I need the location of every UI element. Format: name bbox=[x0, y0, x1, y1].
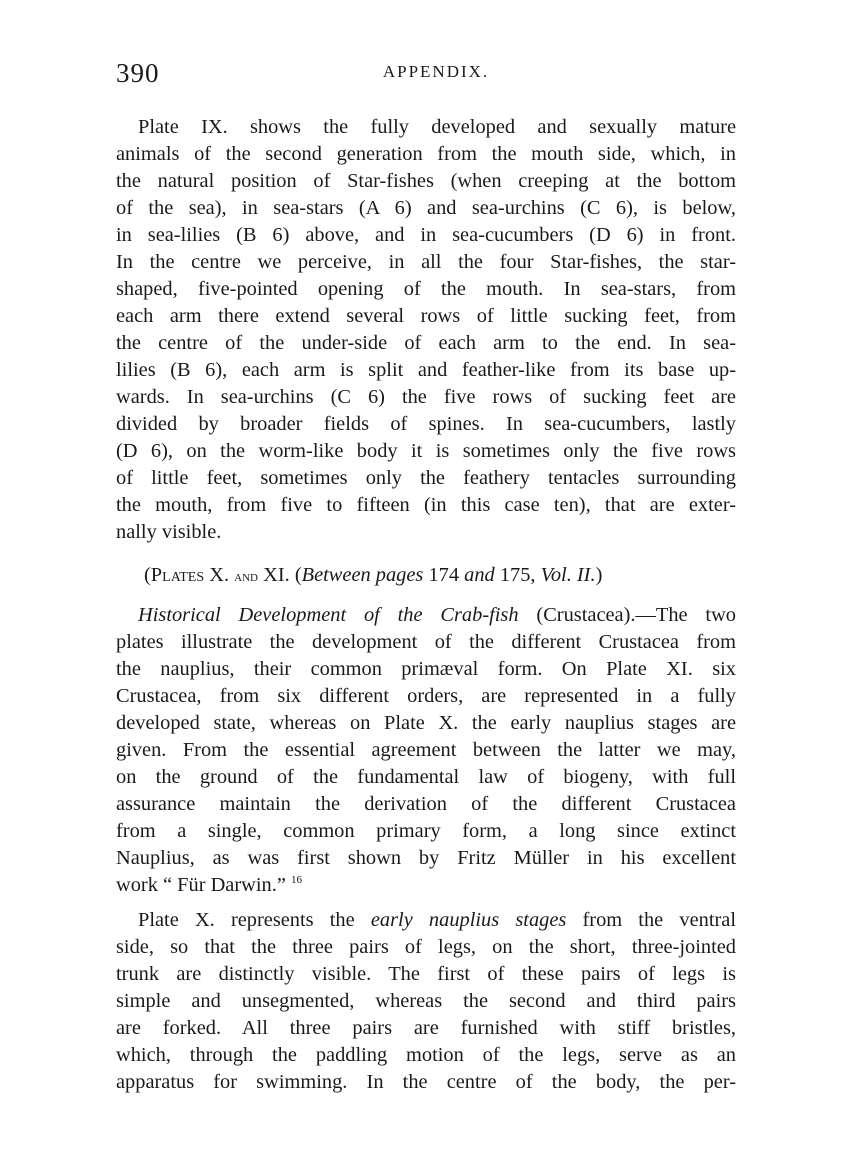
text-line: divided by broader fields of spines. In sea-cucumbers, lastly bbox=[116, 413, 736, 435]
text-line: the nauplius, their common primæval form. On Plate XI. six bbox=[116, 658, 736, 680]
text-line: on the ground of the fundamental law of biogeny, with full bbox=[116, 766, 736, 788]
text-fragment: Plate X. represents the bbox=[138, 909, 371, 931]
text-line: of the sea), in sea-stars (A 6) and sea-urchins (C 6), is below, bbox=[116, 197, 736, 219]
heading-plate-xi: XI. ( bbox=[258, 564, 302, 586]
text-line: Crustacea, from six different orders, are represented in a fully bbox=[116, 685, 736, 707]
heading-plate-x: X. bbox=[204, 564, 235, 586]
body-text bbox=[116, 114, 736, 1096]
text-line bbox=[116, 872, 736, 899]
text-line: which, through the paddling motion of the legs, serve as an bbox=[116, 1044, 736, 1066]
heading-volume: Vol. II. bbox=[540, 564, 596, 586]
text-line: in sea-lilies (B 6) above, and in sea-cucumbers (D 6) in front. bbox=[116, 224, 736, 246]
running-head bbox=[116, 58, 736, 88]
heading-open-paren: ( bbox=[144, 564, 151, 586]
heading-page-175: 175, bbox=[494, 564, 541, 586]
text-fragment: from the ventral bbox=[566, 909, 736, 931]
heading-between-pages: Between pages bbox=[301, 564, 424, 586]
plates-heading bbox=[116, 562, 736, 591]
text-fragment-italic: early nauplius stages bbox=[370, 909, 567, 931]
text-line: Nauplius, as was first shown by Fritz Müller in his excellent bbox=[116, 847, 736, 869]
text-line: each arm there extend several rows of little sucking feet, from bbox=[116, 305, 736, 327]
header-title: APPENDIX. bbox=[382, 62, 490, 81]
text-line: (D 6), on the worm-like body it is sometimes only the five rows bbox=[116, 440, 736, 462]
text-line: In the centre we perceive, in all the four Star-fishes, the star- bbox=[116, 251, 736, 273]
text-line: developed state, whereas on Plate X. the early nauplius stages are bbox=[116, 712, 736, 734]
footnote-reference: 16 bbox=[290, 874, 302, 887]
text-line: the natural position of Star-fishes (when creeping at the bottom bbox=[116, 170, 736, 192]
text-line: of little feet, sometimes only the feathery tentacles surrounding bbox=[116, 467, 736, 489]
text-line: the mouth, from five to fifteen (in this case ten), that are exter- bbox=[116, 494, 736, 516]
text-line bbox=[116, 907, 736, 934]
text-line: plates illustrate the development of the different Crustacea from bbox=[116, 631, 736, 653]
text-line: simple and unsegmented, whereas the second and third pairs bbox=[116, 990, 736, 1012]
text-line: are forked. All three pairs are furnished with stiff bristles, bbox=[116, 1017, 736, 1039]
text-line: wards. In sea-urchins (C 6) the five rows of sucking feet are bbox=[116, 386, 736, 408]
text-line bbox=[116, 602, 736, 629]
heading-close-paren: ) bbox=[595, 564, 603, 586]
text-line: given. From the essential agreement between the latter we may, bbox=[116, 739, 736, 761]
heading-page-174: 174 bbox=[423, 564, 465, 586]
heading-and-italic: and bbox=[464, 564, 495, 586]
text-line: apparatus for swimming. In the centre of the body, the per- bbox=[116, 1071, 736, 1093]
text-fragment: work “ Für Darwin.” bbox=[116, 874, 291, 896]
text-line: shaped, five-pointed opening of the mouth. In sea-stars, from bbox=[116, 278, 736, 300]
paragraph-plate-ix bbox=[116, 114, 736, 546]
text-line: nally visible. bbox=[116, 521, 222, 543]
text-line: trunk are distinctly visible. The first of these pairs of legs is bbox=[116, 963, 736, 985]
heading-plates-word: Plates bbox=[150, 564, 205, 586]
section-title-italic: Historical Development of the Crab-fish bbox=[138, 604, 519, 626]
text-line: the centre of the under-side of each arm to the end. In sea- bbox=[116, 332, 736, 354]
heading-and: and bbox=[234, 569, 259, 585]
text-line: side, so that the three pairs of legs, on the short, three-jointed bbox=[116, 936, 736, 958]
paragraph-crab-fish bbox=[116, 602, 736, 899]
text-line: from a single, common primary form, a long since extinct bbox=[116, 820, 736, 842]
paragraph-plate-x bbox=[116, 907, 736, 1096]
page-number: 390 bbox=[116, 58, 160, 88]
text-line: assurance maintain the derivation of the different Crustacea bbox=[116, 793, 736, 815]
text-line: animals of the second generation from the mouth side, which, in bbox=[116, 143, 736, 165]
text-line: lilies (B 6), each arm is split and feather-like from its base up- bbox=[116, 359, 736, 381]
text-line: Plate IX. shows the fully developed and sexually mature bbox=[138, 116, 736, 138]
text-fragment: (Crustacea).—The two bbox=[518, 604, 736, 626]
